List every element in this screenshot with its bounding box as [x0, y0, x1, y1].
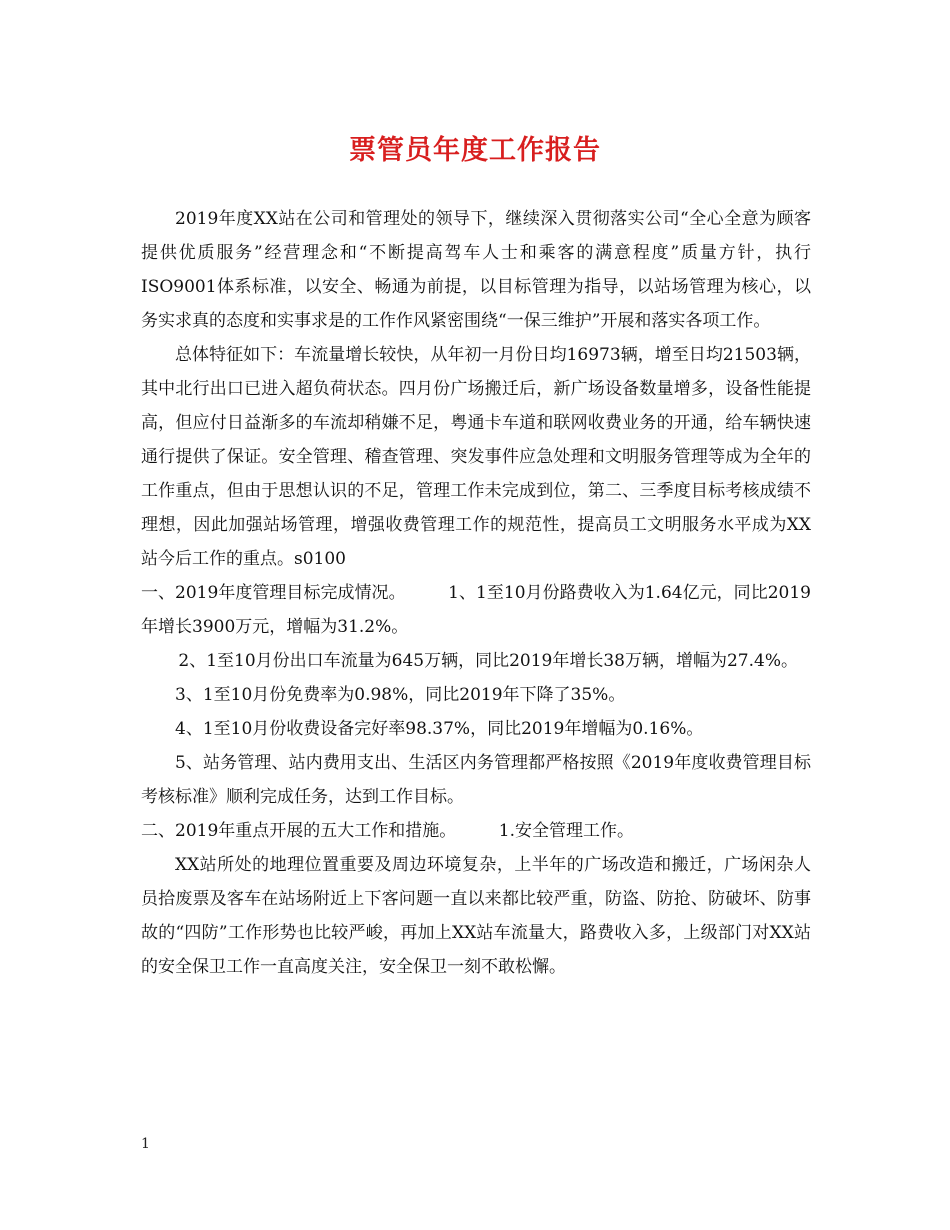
paragraph-intro: 2019年度XX站在公司和管理处的领导下，继续深入贯彻落实公司“全心全意为顾客提供优质服务”经营理念和“不断提高驾车人士和乘客的满意程度”质量方针，执行ISO9001体系标准，以安全、畅通为前提，以目标管理为指导，以站场管理为核心，以务实求真的态度和实事求是的工作作风紧密围绕“一保三维护”开展和落实各项工作。 — [141, 209, 811, 331]
document-body — [141, 202, 811, 984]
list-item-goal-2: 2、1至10月份出口车流量为645万辆，同比2019年增长38万辆，增幅为27.4%。 — [178, 651, 799, 671]
paragraph-security: XX站所处的地理位置重要及周边环境复杂，上半年的广场改造和搬迁，广场闲杂人员拾废票及客车在站场附近上下客问题一直以来都比较严重，防盗、防抢、防破坏、防事故的“四防”工作形势也比较严峻，再加上XX站车流量大，路费收入多，上级部门对XX站的安全保卫工作一直高度关注，安全保卫一刻不敢松懈。 — [141, 855, 811, 977]
list-item-goal-4: 4、1至10月份收费设备完好率98.37%，同比2019年增幅为0.16%。 — [175, 719, 704, 739]
page-number: 1 — [141, 1136, 150, 1152]
section-heading-measures: 二、2019年重点开展的五大工作和措施。 1.安全管理工作。 — [141, 821, 634, 841]
section-heading-goals: 一、2019年度管理目标完成情况。 1、1至10月份路费收入为1.64亿元，同比2019年增长3900万元，增幅为31.2%。 — [141, 583, 811, 637]
list-item-goal-3: 3、1至10月份免费率为0.98%，同比2019年下降了35%。 — [175, 685, 626, 705]
list-item-goal-5: 5、站务管理、站内费用支出、生活区内务管理都严格按照《2019年度收费管理目标考核标准》顺利完成任务，达到工作目标。 — [141, 753, 811, 807]
paragraph-overview: 总体特征如下：车流量增长较快，从年初一月份日均16973辆，增至日均21503辆，其中北行出口已进入超负荷状态。四月份广场搬迁后，新广场设备数量增多，设备性能提高，但应付日益渐多的车流却稍嫌不足，粤通卡车道和联网收费业务的开通，给车辆快速通行提供了保证。安全管理、稽查管理、突发事件应急处理和文明服务管理等成为全年的工作重点，但由于思想认识的不足，管理工作未完成到位，第二、三季度目标考核成绩不理想，因此加强站场管理，增强收费管理工作的规范性，提高员工文明服务水平成为XX站今后工作的重点。s0100 — [141, 345, 811, 569]
document-title: 票管员年度工作报告 — [349, 135, 601, 166]
